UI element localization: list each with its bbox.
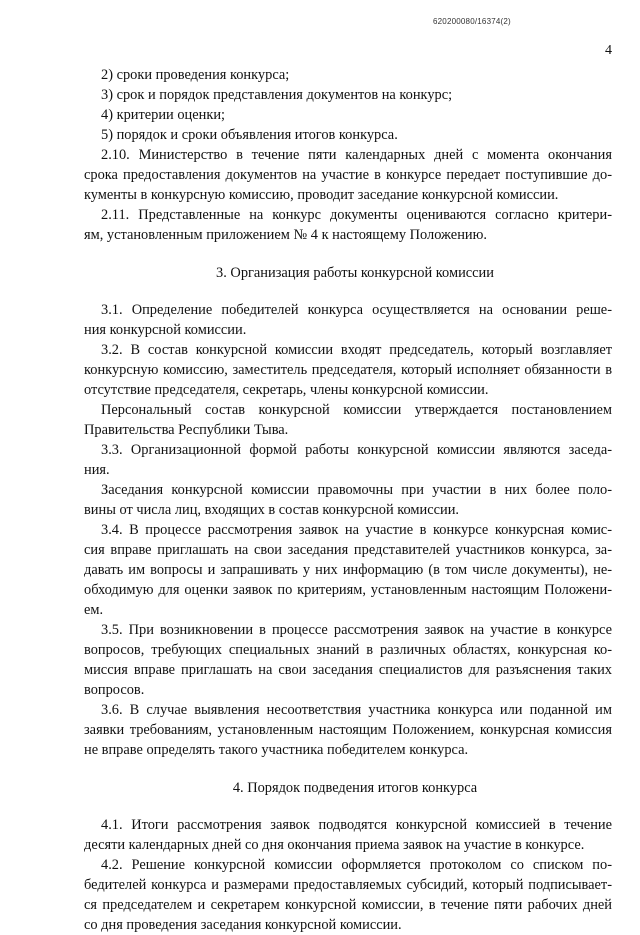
document-code: 620200080/16374(2) [433, 17, 511, 26]
paragraph-line: ям, установленным приложением № 4 к настоящему Положению. [84, 227, 487, 243]
list-item: 5) порядок и сроки объявления итогов конкурса. [101, 127, 398, 143]
paragraph-line: вины от числа лиц, входящих в состав конкурсной комиссии. [84, 502, 460, 518]
list-item: 3) срок и порядок представления документов на конкурс; [101, 87, 453, 103]
paragraph-line: Правительства Республики Тыва. [84, 422, 289, 438]
list-item: 2) сроки проведения конкурса; [101, 67, 290, 83]
paragraph-line: 3.1. Определение победителей конкурса осуществляется на основании реше- [101, 302, 612, 318]
paragraph-line: ния конкурсной комиссии. [84, 322, 247, 338]
paragraph-line: 2.11. Представленные на конкурс документы оцениваются согласно критери- [101, 207, 612, 223]
paragraph-line: ся председателем и секретарем конкурсной комиссии, в течение пяти рабочих дней [84, 897, 612, 913]
paragraph-line: бедителей конкурса и размерами предоставляемых субсидий, который подписывает- [84, 877, 612, 893]
section-4-heading: 4. Порядок подведения итогов конкурса [232, 780, 478, 796]
paragraph-line: ем. [84, 602, 104, 618]
paragraph-line: 2.10. Министерство в течение пяти календарных дней с момента окончания [101, 147, 612, 163]
paragraph-line: вопросов. [84, 682, 145, 698]
paragraph-line: десяти календарных дней со дня окончания приема заявок на участие в конкурсе. [84, 837, 585, 853]
paragraph-line: Заседания конкурсной комиссии правомочны при участии в них более поло- [101, 482, 612, 498]
section-3-heading: 3. Организация работы конкурсной комиссии [216, 265, 494, 281]
paragraph-line: кументы в конкурсную комиссию, проводит заседание конкурсной комиссии. [84, 187, 559, 203]
paragraph-line: миссия вправе приглашать на свои заседания специалистов для разъяснения таких [84, 662, 612, 678]
paragraph-line: обходимую для оценки заявок по критериям, установленным настоящим Положени- [84, 582, 612, 598]
paragraph-line: ния. [84, 462, 110, 478]
paragraph-line: конкурсную комиссию, заместитель председателя, который исполняет обязанности в [84, 362, 612, 378]
paragraph-line: 3.3. Организационной формой работы конкурсной комиссии являются заседа- [101, 442, 612, 458]
document-body [84, 65, 612, 935]
paragraph-line: заявки требованиям, установленным настоящим Положением, конкурсная комиссия [84, 722, 612, 738]
paragraph-line: отсутствие председателя, секретарь, члены конкурсной комиссии. [84, 382, 489, 398]
paragraph-line: сия вправе приглашать на свои заседания представителей участников конкурса, за- [84, 542, 612, 558]
paragraph-line: 3.5. При возникновении в процессе рассмотрения заявок на участие в конкурсе [101, 622, 612, 638]
list-item: 4) критерии оценки; [101, 107, 226, 123]
paragraph-line: давать им вопросы и запрашивать у них информацию (в том числе документы), не- [84, 562, 612, 578]
paragraph-line: 3.4. В процессе рассмотрения заявок на участие в конкурсе конкурсная комис- [101, 522, 612, 538]
paragraph-line: 3.6. В случае выявления несоответствия участника конкурса или поданной им [101, 702, 612, 718]
paragraph-line: со дня проведения заседания конкурсной комиссии. [84, 917, 402, 933]
paragraph-line: 4.1. Итоги рассмотрения заявок подводятся конкурсной комиссией в течение [101, 817, 612, 833]
page-number: 4 [605, 43, 612, 58]
paragraph-line: Персональный состав конкурсной комиссии утверждается постановлением [101, 402, 612, 418]
paragraph-line: срока предоставления документов на участие в конкурсе передает поступившие до- [84, 167, 612, 183]
paragraph-line: вопросов, требующих специальных знаний в различных областях, конкурсная ко- [84, 642, 612, 658]
paragraph-line: 4.2. Решение конкурсной комиссии оформляется протоколом со списком по- [101, 857, 612, 873]
paragraph-line: не вправе определять такого участника победителем конкурса. [84, 742, 469, 758]
paragraph-line: 3.2. В состав конкурсной комиссии входят председатель, который возглавляет [101, 342, 612, 358]
